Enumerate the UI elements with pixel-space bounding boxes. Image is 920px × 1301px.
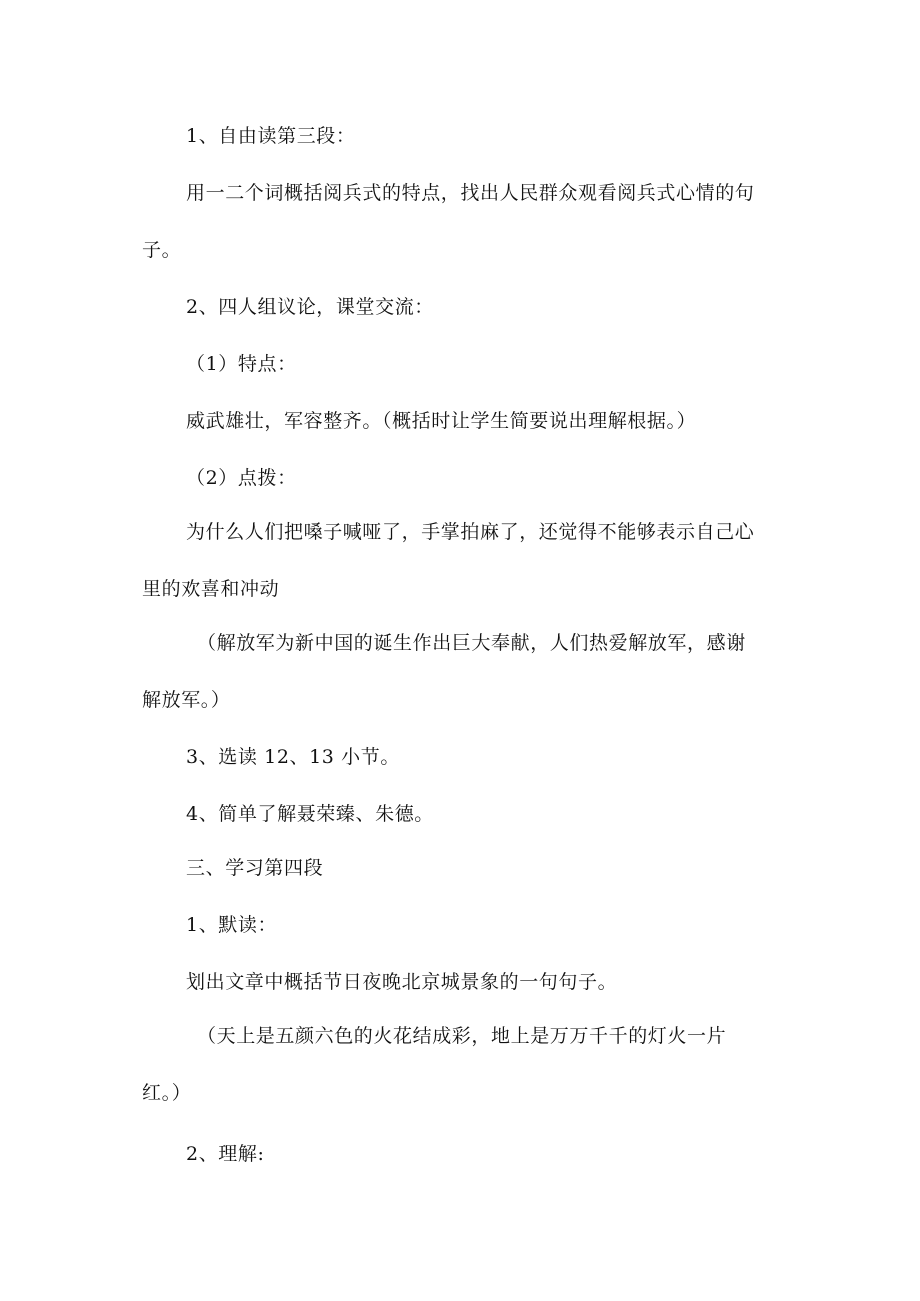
text-line: 3、选读 12、13 小节。 <box>186 746 400 768</box>
text-line: 2、理解: <box>186 1143 265 1165</box>
text-line: （天上是五颜六色的火花结成彩，地上是万万千千的灯火一片 <box>197 1025 727 1047</box>
text-line: 1、默读： <box>186 914 278 936</box>
text-line: 子。 <box>142 239 182 261</box>
text-line: （解放军为新中国的诞生作出巨大奉献，人们热爱解放军，感谢 <box>197 632 746 654</box>
text-line: （2）点拨： <box>186 467 297 489</box>
text-line: 划出文章中概括节日夜晚北京城景象的一句句子。 <box>186 971 618 993</box>
text-line: 4、简单了解聂荣臻、朱德。 <box>186 803 434 825</box>
text-line: 1、自由读第三段： <box>186 125 356 147</box>
text-line: 红。） <box>142 1082 192 1104</box>
text-line: 威武雄壮，军容整齐。（概括时让学生简要说出理解根据。） <box>186 410 697 432</box>
text-line: 三、学习第四段 <box>186 857 324 879</box>
text-line: 2、四人组议论，课堂交流： <box>186 296 434 318</box>
text-line: 解放军。） <box>142 689 231 711</box>
text-line: （1）特点： <box>186 353 297 375</box>
text-line: 为什么人们把嗓子喊哑了，手掌拍麻了，还觉得不能够表示自己心 <box>186 521 755 543</box>
text-line: 里的欢喜和冲动 <box>142 578 280 600</box>
text-line: 用一二个词概括阅兵式的特点，找出人民群众观看阅兵式心情的句 <box>186 182 755 204</box>
